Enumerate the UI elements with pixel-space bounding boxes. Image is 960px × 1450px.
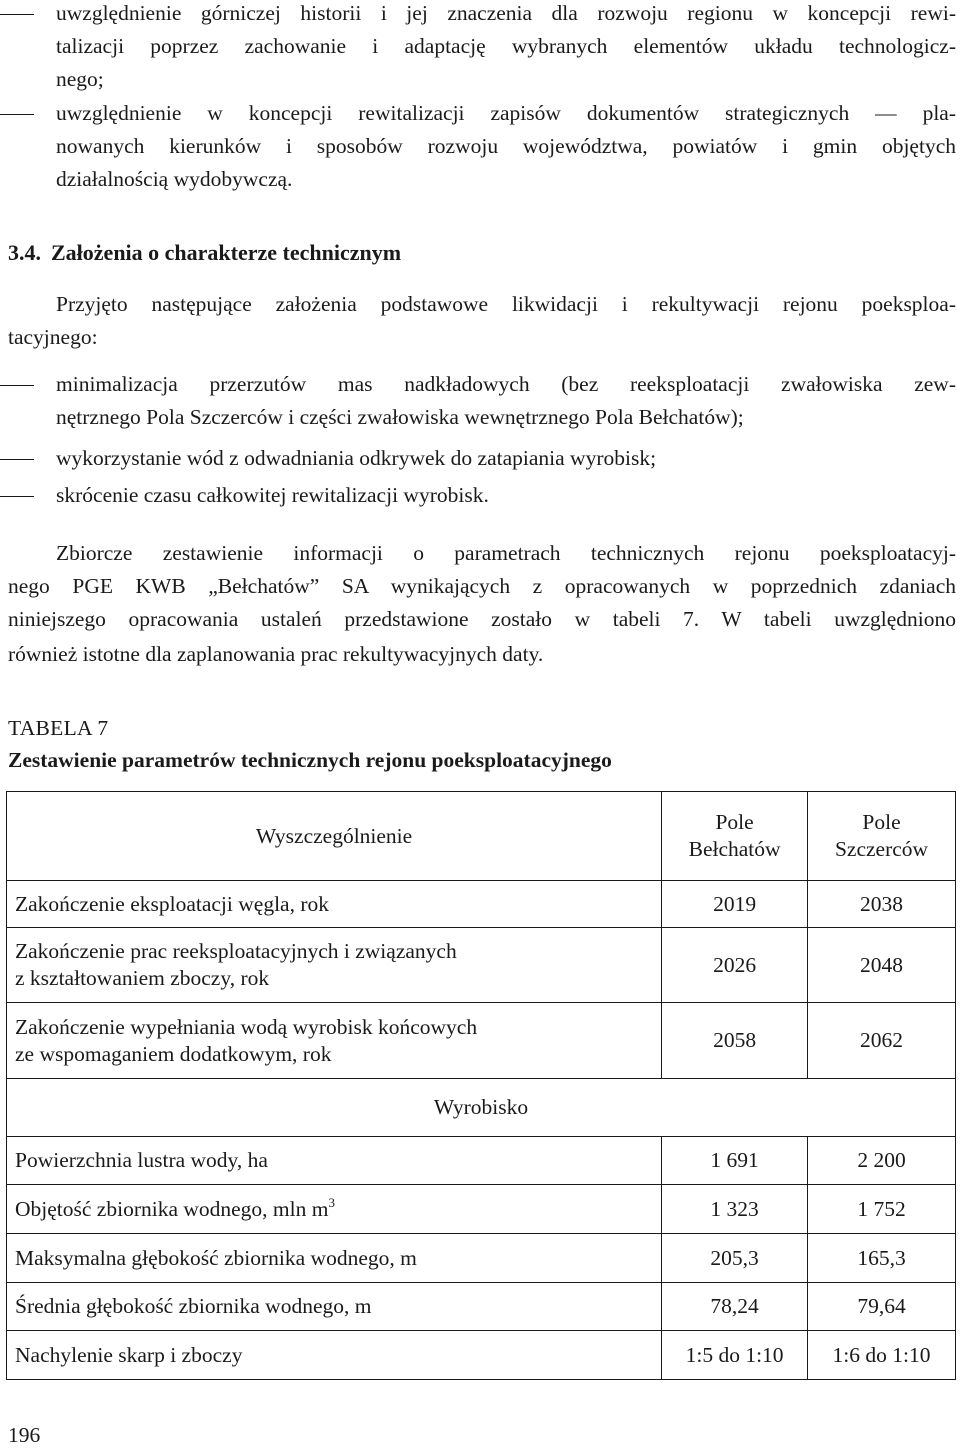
table-row: [7, 928, 956, 1003]
bullet-text-line: nego;: [56, 67, 104, 91]
table-label: TABELA 7: [8, 716, 109, 740]
row-label: [7, 1185, 662, 1234]
row-label: [7, 1003, 662, 1079]
table-row: [7, 1331, 956, 1380]
row-label: Nachylenie skarp i zboczy: [7, 1331, 662, 1380]
page-number: 196: [8, 1423, 41, 1447]
cell-szczercow: 2048: [808, 928, 956, 1003]
bullet-dash: [0, 459, 34, 460]
row-label: Maksymalna głębokość zbiornika wodnego, m: [7, 1234, 662, 1283]
row-label: [7, 928, 662, 1003]
bullet-text-line: wykorzystanie wód z odwadniania odkrywek do zatapiania wyrobisk;: [56, 446, 657, 470]
table-row: [7, 1185, 956, 1234]
cell-szczercow: 1:6 do 1:10: [808, 1331, 956, 1380]
row-label-text: Objętość zbiornika wodnego, mln m: [15, 1196, 329, 1221]
table-row: [7, 881, 956, 928]
cell-szczercow: 2062: [808, 1003, 956, 1079]
row-label-line: ze wspomaganiem dodatkowym, rok: [15, 1041, 332, 1066]
paragraph-line: niniejszego opracowania ustaleń przedstawione zostało w tabeli 7. W tabeli uwzględniono: [8, 607, 956, 631]
paragraph-line: Przyjęto następujące założenia podstawowe likwidacji i rekultywacji rejonu poeksploa-: [56, 292, 956, 316]
section-label-cell: Wyrobisko: [7, 1079, 956, 1137]
superscript: 3: [328, 1194, 335, 1210]
bullet-text-line: działalnością wydobywczą.: [56, 167, 293, 191]
row-label: Zakończenie eksploatacji węgla, rok: [7, 881, 662, 928]
cell-belchatow: 1 691: [662, 1137, 808, 1185]
header-cell: Wyszczególnienie: [7, 792, 662, 881]
bullet-text-line: nętrznego Pola Szczerców i części zwałowiska wewnętrznego Pola Bełchatów);: [56, 405, 744, 429]
bullet-dash: [0, 14, 34, 15]
cell-szczercow: 2038: [808, 881, 956, 928]
cell-belchatow: 2026: [662, 928, 808, 1003]
bullet-text-line: nowanych kierunków i sposobów rozwoju województwa, powiatów i gmin objętych: [56, 134, 956, 158]
row-label: Powierzchnia lustra wody, ha: [7, 1137, 662, 1185]
table-header-row: [7, 792, 956, 881]
cell-belchatow: 78,24: [662, 1283, 808, 1331]
row-label: Średnia głębokość zbiornika wodnego, m: [7, 1283, 662, 1331]
cell-szczercow: 1 752: [808, 1185, 956, 1234]
cell-belchatow: 1 323: [662, 1185, 808, 1234]
header-line: Pole: [715, 810, 754, 834]
header-line: Bełchatów: [688, 837, 781, 861]
table-row: [7, 1234, 956, 1283]
cell-szczercow: 2 200: [808, 1137, 956, 1185]
paragraph-line: nego PGE KWB „Bełchatów” SA wynikających z opracowanych w poprzednich zdaniach: [8, 574, 956, 598]
cell-belchatow: 2058: [662, 1003, 808, 1079]
header-cell: [808, 792, 956, 881]
bullet-text-line: uwzględnienie górniczej historii i jej znaczenia dla rozwoju regionu w koncepcji rewi-: [56, 1, 956, 25]
bullet-dash: [0, 496, 34, 497]
row-label-line: Zakończenie wypełniania wodą wyrobisk końcowych: [15, 1014, 478, 1039]
paragraph-line: również istotne dla zaplanowania prac rekultywacyjnych daty.: [8, 642, 544, 666]
bullet-text-line: talizacji poprzez zachowanie i adaptację wybranych elementów układu technologicz-: [56, 34, 956, 58]
parameters-table: [6, 791, 956, 1380]
bullet-text-line: uwzględnienie w koncepcji rewitalizacji zapisów dokumentów strategicznych — pla-: [56, 101, 956, 125]
table-row: [7, 1137, 956, 1185]
cell-szczercow: 165,3: [808, 1234, 956, 1283]
section-heading: [8, 240, 401, 266]
cell-belchatow: 205,3: [662, 1234, 808, 1283]
paragraph-line: tacyjnego:: [8, 325, 98, 349]
table-title: Zestawienie parametrów technicznych rejonu poeksploatacyjnego: [8, 748, 612, 772]
bullet-text-line: minimalizacja przerzutów mas nadkładowych (bez reeksploatacji zwałowiska zew-: [56, 372, 956, 396]
header-cell: [662, 792, 808, 881]
bullet-dash: [0, 385, 34, 386]
cell-belchatow: 1:5 do 1:10: [662, 1331, 808, 1380]
row-label-line: z kształtowaniem zboczy, rok: [15, 966, 270, 990]
bullet-text-line: skrócenie czasu całkowitej rewitalizacji wyrobisk.: [56, 483, 489, 507]
section-number: 3.4.: [8, 240, 41, 265]
section-title: Założenia o charakterze technicznym: [51, 240, 402, 265]
cell-szczercow: 79,64: [808, 1283, 956, 1331]
header-line: Szczerców: [834, 837, 929, 861]
bullet-dash: [0, 114, 34, 115]
paragraph-line: Zbiorcze zestawienie informacji o parametrach technicznych rejonu poeksploatacyj-: [56, 541, 956, 565]
cell-belchatow: 2019: [662, 881, 808, 928]
row-label-line: Zakończenie prac reeksploatacyjnych i związanych: [15, 939, 457, 963]
header-line: Pole: [862, 810, 901, 834]
table-row: [7, 1283, 956, 1331]
table-row: [7, 1003, 956, 1079]
table-section-row: [7, 1079, 956, 1137]
